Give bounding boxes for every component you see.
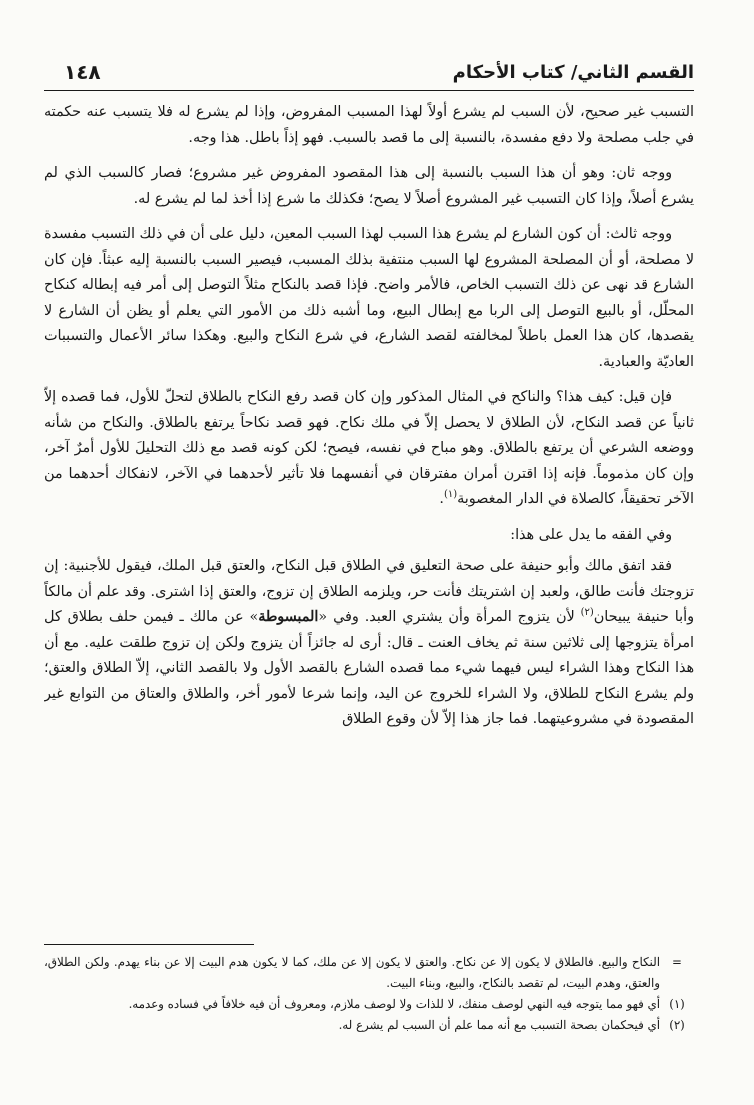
book-page (44, 58, 694, 1088)
footnote-ref: (٢) (580, 607, 594, 619)
main-text (44, 100, 694, 938)
paragraph: وفي الفقه ما يدل على هذا: (510, 526, 672, 543)
paragraph: ووجه ثالث: أن كون الشارع لم يشرع هذا السبب لهذا السبب المعين، دليل على أن في ذلك التسبب مفسدة لا مصلحة، أو أن المصلحة المشروع لها السبب منتفية بذلك المسبب، فيصير السبب بالنسبة إليه عبثاً. فإن كان الشارع قد نهى عن ذلك التسبب الخاص، فالأمر واضح. فإذا قصد بالنكاح مثلاً التوصل إلى أمر فيه إبطاله كنكاح المحلّل، أو بالبيع التوصل إلى الربا مع إبطال البيع، وما أشبه ذلك من الأمور التي يعلم أو يظن أن الشارع لا يقصدها، كان هذا العمل باطلاً لمخالفته لقصد الشارع، في شرع النكاح والبيع. وهكذا سائر الأعمال والتسببات العاديّة والعبادية. (44, 226, 694, 370)
footnote (44, 994, 694, 1015)
footnote (44, 1015, 694, 1036)
book-title: المبسوطة (258, 609, 319, 625)
footnote-mark: = (672, 955, 682, 969)
running-title: القسم الثاني/ كتاب الأحكام (452, 62, 694, 83)
page-number: ١٤٨ (64, 60, 101, 84)
footnote (44, 952, 694, 994)
paragraph: فإن قيل: كيف هذا؟ والناكح في المثال المذكور وإن كان قصد رفع النكاح بالطلاق لتحلّ للأول، فما قصده إلاّ ثانياً عن قصد النكاح، لأن الطلاق لا يحصل إلاّ في ملك نكاح. فهو قصد نكاحاً يرتفع بالطلاق. والنكاح من شأنه ووضعه الشرعي أن يرتفع بالطلاق. وهو مباح في نفسه، فيصح؛ لكن كونه قصد مع ذلك التحليلَ للأول أمرٌ آخر، وإن كان مذموماً. فإنه إذا اقترن أمران مفترقان في أنفسهما فلا تأثير لأحدهما في الآخر، لانفكاك أحدهما من الآخر تحقيقاً، كالصلاة في الدار المغصوبة$^{(١)}$. (44, 389, 694, 507)
paragraph (44, 554, 694, 733)
paragraph: التسبب غير صحيح، لأن السبب لم يشرع أولاً لهذا المسبب المفروض، وإذا لم يشرع له فلا يتسبب عنه حكمته في جلب مصلحة ولا دفع مفسدة، بالنسبة إلى ما قصد بالسبب. فهو إذاً باطل. هذا وجه. (44, 104, 694, 146)
footnote-separator (44, 944, 254, 945)
footnote-ref: (١) (443, 489, 458, 501)
paragraph-text: فقد اتفق مالك وأبو حنيفة على صحة التعليق في الطلاق قبل النكاح، والعتق قبل الملك، فيقول للأجنبية: إن تزوجتك فأنت طالق، ولعبد إن اشتريتك فأنت حر، ويلزمه الطلاق إن تزوج، والعتق إذا اشترى. وقد علم أن مالكاً وأبا حنيفة يبيحان (44, 558, 694, 625)
paragraph-text: » عن مالك ـ فيمن حلف بطلاق كل امرأة يتزوجها إلى ثلاثين سنة ثم يخاف العنت ـ قال: أرى له جائزاً أن يتزوج ولكن إن تزوج طلقت عليه. مع أن هذا النكاح وهذا الشراء ليس فيهما شيء مما قصده الشارع بالقصد الأول ولا بالقصد الثاني، إلاّ الطلاق والعتق؛ ولم يشرع النكاح للطلاق، ولا الشراء للخروج عن اليد، وإنما شرعا لأمور أخر، والطلاق والعتاق من التوابع غير المقصودة في مشروعيتهما. فما جاز هذا إلاّ لأن وقوع الطلاق (44, 609, 694, 727)
footnote-text: أي فيحكمان بصحة التسبب مع أنه مما علم أن السبب لم يشرع له. (338, 1018, 660, 1032)
footnotes (44, 952, 694, 1082)
footnote-text: أي فهو مما يتوجه فيه النهي لوصف منفك، لا للذات ولا لوصف ملازم، ومعروف أن فيه خلافاً في فساده وعدمه. (128, 997, 660, 1011)
footnote-mark: (١) (669, 997, 685, 1011)
paragraph: ووجه ثان: وهو أن هذا السبب بالنسبة إلى هذا المقصود المفروض غير مشروع؛ فصار كالسبب الذي لم يشرع أصلاً، وإذا كان التسبب غير المشروع أصلاً لا يصح؛ فكذلك ما شرع إذا أخذ لما لم يشرع له. (44, 165, 694, 207)
footnote-text: النكاح والبيع. فالطلاق لا يكون إلا عن نكاح. والعتق لا يكون إلا عن ملك، كما لا يكون هدم البيت إلا عن بناء يهدم. ولكن الطلاق، والعتق، وهدم البيت، لم تقصد بالنكاح، والبيع، وبناء البيت. (44, 955, 660, 990)
paragraph-text: لأن يتزوج المرأة وأن يشتري العبد. وفي « (318, 609, 575, 625)
paragraph-text: فإن قيل: كيف هذا؟ والناكح في المثال المذكور وإن كان قصد رفع النكاح بالطلاق لتحلّ للأول، فما قصده إلاّ ثانياً عن قصد النكاح، لأن الطلاق لا يحصل إلاّ في ملك نكاح. فهو قصد نكاحاً يرتفع بالطلاق. والنكاح من شأنه ووضعه الشرعي أن يرتفع بالطلاق. وهو مباح في نفسه، فيصح؛ لكن كونه قصد مع ذلك التحليلَ للأول أمرٌ آخر، وإن كان مذموماً. فإنه إذا اقترن أمران مفترقان في أنفسهما فلا تأثير لأحدهما في الآخر، لانفكاك أحدهما من الآخر تحقيقاً، كالصلاة في الدار المغصوبة (44, 389, 694, 507)
page-header (44, 58, 694, 91)
footnote-mark: (٢) (669, 1018, 685, 1032)
